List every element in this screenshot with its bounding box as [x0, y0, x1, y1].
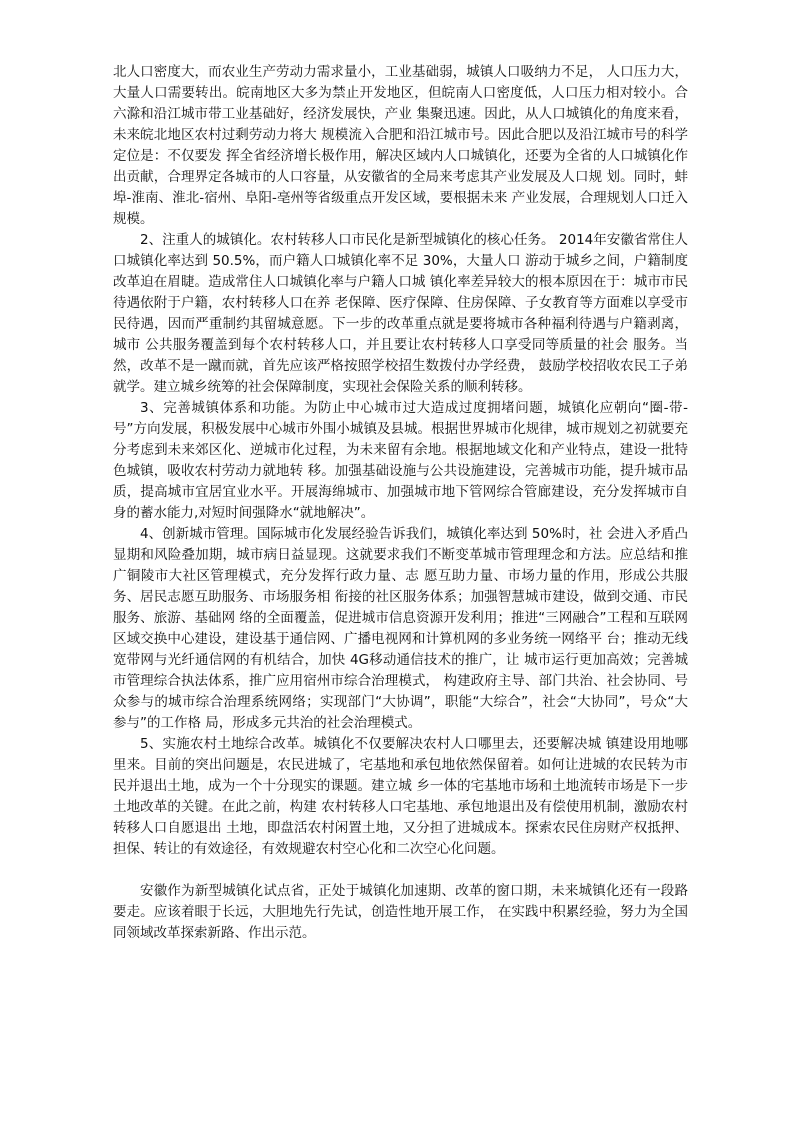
- document-body: [113, 62, 688, 944]
- paragraph-urban-system: 3、完善城镇体系和功能。为防止中心城市过大造成过度拥堵问题，城镇化应朝向“圈-带-号”方向发展，积极发展中心城市外围小城镇及县城。根据世界城市化规律，城市规划之初就要充分考虑到未来郊区化、逆城市化过程，为未来留有余地。根据地域文化和产业特点，建设一批特色城镇，吸收农村劳动力就地转 移。加强基础设施与公共设施建设，完善城市功能，提升城市品质，提高城市宜居宜业水平。开展海绵城市、加强城市地下管网综合管廊建设，充分发挥城市自 身的蓄水能力,对短时间强降水“就地解决”。: [113, 400, 688, 521]
- paragraph-people-urbanization: 2、注重人的城镇化。农村转移人口市民化是新型城镇化的核心任务。 2014年安徽省常住人口城镇化率达到 50.5%，而户籍人口城镇化率不足 30%，大量人口 游动于城乡之间，户籍制度改革迫在眉睫。造成常住人口城镇化率与户籍人口城 镇化率差异较大的根本原因在于：城市市民待遇依附于户籍，农村转移人口在养 老保障、医疗保障、住房保障、子女教育等方面难以享受市民待遇，因而严重制约其留城意愿。下一步的改革重点就是要将城市各种福利待遇与户籍剥离，城市 公共服务覆盖到每个农村转移人口，并且要让农村转移人口享受同等质量的社会 服务。当然，改革不是一蹴而就，首先应该严格按照学校招生数拨付办学经费， 鼓励学校招收农民工子弟就学。建立城乡统筹的社会保障制度，实现社会保险关系的顺利转移。: [113, 232, 688, 395]
- paragraph-land-reform: 5、实施农村土地综合改革。城镇化不仅要解决农村人口哪里去，还要解决城 镇建设用地哪里来。目前的突出问题是，农民进城了，宅基地和承包地依然保留着。如何让进城的农民转为市民并退出土地，成为一个十分现实的课题。建立城 乡一体的宅基地市场和土地流转市场是下一步土地改革的关键。在此之前，构建 农村转移人口宅基地、承包地退出及有偿使用机制，激励农村转移人口自愿退出 土地，即盘活农村闲置土地，又分担了进城成本。探索农民住房财产权抵押、担保、转让的有效途径，有效规避农村空心化和二次空心化问题。: [113, 736, 688, 857]
- paragraph-population-pressure: 北人口密度大，而农业生产劳动力需求量小，工业基础弱，城镇人口吸纳力不足， 人口压力大，大量人口需要转出。皖南地区大多为禁止开发地区，但皖南人口密度低，人口压力相对较小。合六滁和沿江城市带工业基础好，经济发展快，产业 集聚迅速。因此，从人口城镇化的角度来看，未来皖北地区农村过剩劳动力将大 规模流入合肥和沿江城市号。因此合肥以及沿江城市号的科学定位是：不仅要发 挥全省经济增长极作用，解决区域内人口城镇化，还要为全省的人口城镇化作出贡献，合理界定各城市的人口容量，从安徽省的全局来考虑其产业发展及人口规 划。同时，蚌埠-淮南、淮北-宿州、阜阳-亳州等省级重点开发区域，要根据未来 产业发展，合理规划人口迁入规模。: [113, 64, 688, 227]
- paragraph-conclusion: 安徽作为新型城镇化试点省，正处于城镇化加速期、改革的窗口期，未来城镇化还有一段路要走。应该着眼于长远，大胆地先行先试，创造性地开展工作， 在实践中积累经验，努力为全国同领域改革探索新路、作出示范。: [113, 883, 688, 941]
- paragraph-city-management: 4、创新城市管理。国际城市化发展经验告诉我们，城镇化率达到 50%时，社 会进入矛盾凸显期和风险叠加期，城市病日益显现。这就要求我们不断变革城市管理理念和方法。应总结和推广铜陵市大社区管理模式，充分发挥行政力量、志 愿互助力量、市场力量的作用，形成公共服务、居民志愿互助服务、市场服务相 衔接的社区服务体系；加强智慧城市建设，做到交通、市民服务、旅游、基础网 络的全面覆盖，促进城市信息资源开发利用；推进“三网融合”工程和互联网区域交换中心建设，建设基于通信网、广播电视网和计算机网的多业务统一网络平 台；推动无线宽带网与光纤通信网的有机结合，加快 4G移动通信技术的推广，让 城市运行更加高效；完善城市管理综合执法体系，推广应用宿州市综合治理模式， 构建政府主导、部门共治、社会协同、号众参与的城市综合治理系统网络；实现部门“大协调”，职能“大综合”，社会“大协同”，号众“大参与”的工作格 局，形成多元共治的社会治理模式。: [113, 526, 688, 731]
